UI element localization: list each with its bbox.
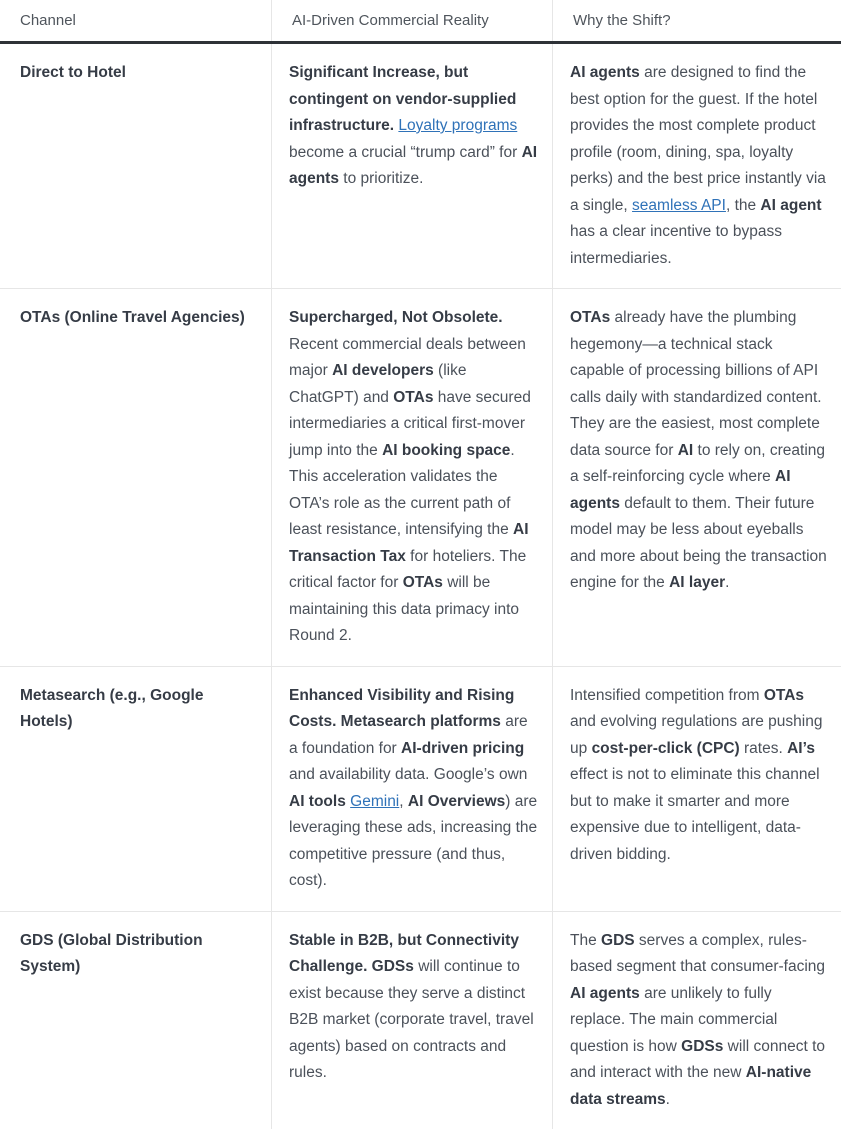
- text-segment: cost-per-click (CPC): [592, 740, 740, 757]
- text-segment: AI Overviews: [408, 793, 505, 810]
- channel-cell: Direct to Hotel: [0, 44, 272, 288]
- reality-cell: [272, 912, 553, 1129]
- text-segment: are unlikely to fully replace. The main commercial question is how: [570, 985, 777, 1055]
- reality-cell: [272, 289, 553, 666]
- text-segment: .: [725, 574, 729, 591]
- text-segment: for hoteliers. The critical factor for: [289, 548, 526, 592]
- table-row: [0, 44, 841, 289]
- text-segment: OTAs: [570, 309, 610, 326]
- text-segment: have secured intermediaries a critical first-mover jump into the: [289, 389, 531, 459]
- text-segment: ) are leveraging these ads, increasing the competitive pressure (and thus, cost).: [289, 793, 537, 890]
- text-segment: are designed to find the best option for the guest. If the hotel provides the most complete product profile (room, dining, spa, loyalty perks) and the best price instantly via a single,: [570, 64, 826, 214]
- text-segment: The: [570, 932, 601, 949]
- text-segment: effect is not to eliminate this channel but to make it smarter and more expensive due to intelligent, data-driven bidding.: [570, 766, 820, 863]
- table-row: [0, 912, 841, 1129]
- text-segment: Stable in B2B, but Connectivity Challenge. GDSs: [289, 932, 519, 976]
- text-segment: Significant Increase, but contingent on vendor-supplied infrastructure.: [289, 64, 516, 134]
- text-segment: Enhanced Visibility and Rising Costs. Metasearch platforms: [289, 687, 514, 731]
- text-segment: AI agents: [289, 144, 537, 188]
- text-segment: OTAs: [393, 389, 433, 406]
- text-segment: AI layer: [669, 574, 725, 591]
- text-segment: Supercharged, Not Obsolete.: [289, 309, 503, 326]
- reality-cell: [272, 667, 553, 911]
- text-segment: are a foundation for: [289, 713, 528, 757]
- text-segment: (like ChatGPT) and: [289, 362, 466, 406]
- shift-cell: [553, 289, 841, 666]
- text-segment: will be maintaining this data primacy into Round 2.: [289, 574, 519, 644]
- channel-cell: GDS (Global Distribution System): [0, 912, 272, 1129]
- shift-cell: [553, 667, 841, 911]
- text-segment: has a clear incentive to bypass intermediaries.: [570, 223, 782, 267]
- shift-cell: [553, 44, 841, 288]
- text-segment: .: [666, 1091, 670, 1108]
- text-segment: AI tools: [289, 793, 346, 810]
- text-segment: AI agents: [570, 468, 791, 512]
- text-segment: and evolving regulations are pushing up: [570, 713, 822, 757]
- text-segment: Intensified competition from: [570, 687, 764, 704]
- reality-cell: [272, 44, 553, 288]
- text-segment: rates.: [740, 740, 787, 757]
- channel-cell: Metasearch (e.g., Google Hotels): [0, 667, 272, 911]
- text-segment: AI: [678, 442, 694, 459]
- text-segment: AI Transaction Tax: [289, 521, 529, 565]
- text-segment: OTAs: [764, 687, 804, 704]
- column-header-why-the-shift: Why the Shift?: [553, 0, 841, 41]
- text-segment: will connect to and interact with the new: [570, 1038, 825, 1082]
- text-segment: AI developers: [332, 362, 434, 379]
- text-segment: . This acceleration validates the OTA’s role as the current path of least resistance, intensifying the: [289, 442, 515, 539]
- table-row: [0, 289, 841, 667]
- text-segment: already have the plumbing hegemony—a technical stack capable of processing billions of API calls daily with standardized content. They are the easiest, most complete data source for: [570, 309, 822, 459]
- table-row: [0, 667, 841, 912]
- text-segment: , the: [726, 197, 760, 214]
- text-segment: Recent commercial deals between major: [289, 336, 526, 380]
- text-segment: default to them. Their future model may be less about eyeballs and more about being the transaction engine for the: [570, 495, 827, 592]
- shift-cell: [553, 912, 841, 1129]
- text-segment: AI agents: [570, 64, 640, 81]
- inline-link[interactable]: Loyalty programs: [398, 117, 517, 134]
- text-segment: AI-native data streams: [570, 1064, 811, 1108]
- text-segment: AI agent: [760, 197, 821, 214]
- text-segment: to rely on, creating a self-reinforcing cycle where: [570, 442, 825, 486]
- text-segment: will continue to exist because they serve a distinct B2B market (corporate travel, travel agents) based on contracts and rules.: [289, 958, 534, 1081]
- text-segment: AI’s: [787, 740, 815, 757]
- inline-link[interactable]: Gemini: [350, 793, 399, 810]
- inline-link[interactable]: seamless API: [632, 197, 726, 214]
- column-header-ai-driven-commercial-reality: AI-Driven Commercial Reality: [272, 0, 553, 41]
- text-segment: serves a complex, rules-based segment that consumer-facing: [570, 932, 825, 976]
- text-segment: AI booking space: [382, 442, 510, 459]
- text-segment: to prioritize.: [339, 170, 423, 187]
- text-segment: and availability data. Google’s own: [289, 766, 527, 783]
- channel-cell: OTAs (Online Travel Agencies): [0, 289, 272, 666]
- table-header-row: [0, 0, 841, 44]
- text-segment: become a crucial “trump card” for: [289, 144, 522, 161]
- text-segment: OTAs: [403, 574, 443, 591]
- text-segment: AI-driven pricing: [401, 740, 524, 757]
- text-segment: GDS: [601, 932, 635, 949]
- text-segment: ,: [399, 793, 408, 810]
- text-segment: AI agents: [570, 985, 640, 1002]
- column-header-channel: Channel: [0, 0, 272, 41]
- text-segment: GDSs: [681, 1038, 723, 1055]
